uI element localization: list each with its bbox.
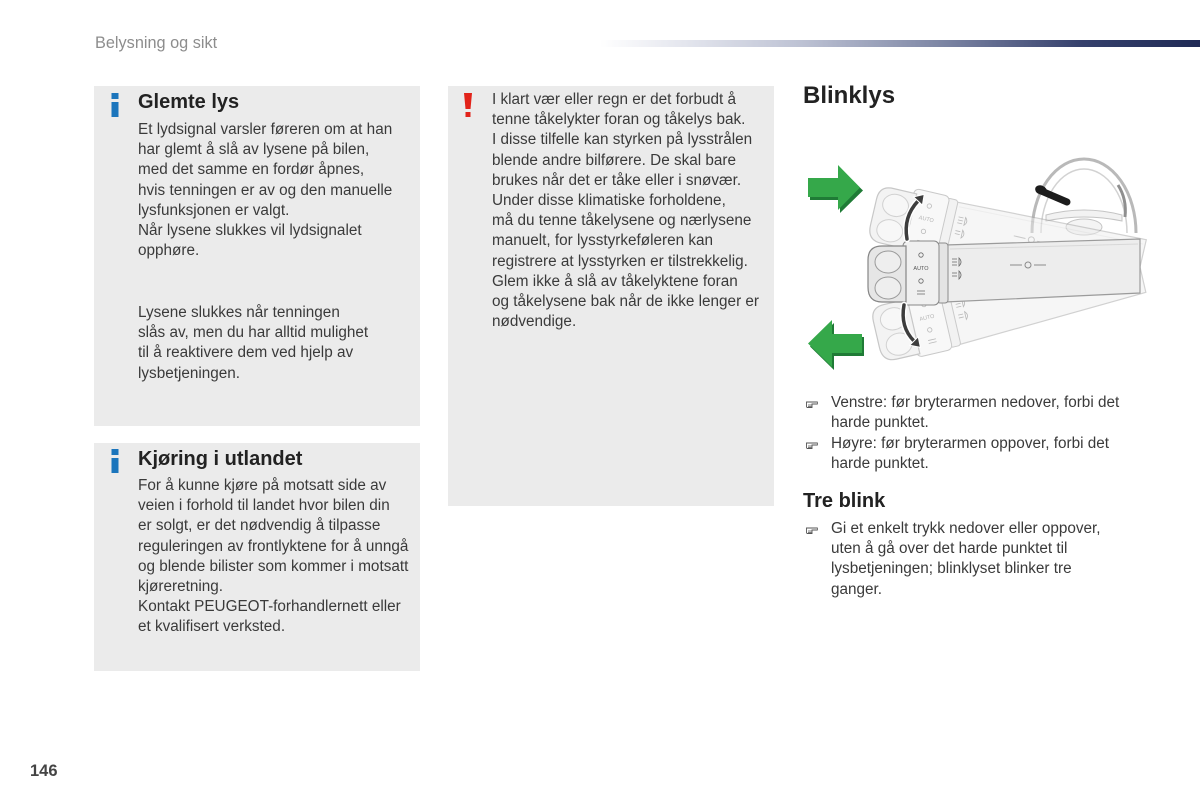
header-gradient-bar (600, 40, 1200, 47)
pointing-hand-icon (806, 440, 818, 449)
arrow-left-icon (808, 320, 864, 370)
warning-text: I klart vær eller regn er det forbudt å tenne tåkelykter foran og tåkelys bak. I disse tilfelle kan styrken på lysstrålen blende andre bilførere. De skal bare brukes når det er tåke eller i snøvær. Under disse klimatiske forholdene, må du tenne tåkelysene og nærlysene manuelt, for lysstyrkeføleren kan registrere at lysstyrken er tilstrekkelig. Glem ikke å slå av tåkelyktene foran og tåkelysene bak når de ikke lenger er nødvendige. (492, 91, 760, 331)
pointing-hand-icon (806, 399, 818, 408)
note-paragraph: For å kunne kjøre på motsatt side av veien i forhold til landet hvor bilen din er solgt, er det nødvendig å tilpasse reguleringen av frontlyktene for å unngå og blende bilister som kommer i motsatt kjøreretning. Kontakt PEUGEOT-forhandlernett eller et kvalifisert verksted. (138, 477, 409, 636)
note-box-forgotten-lights (94, 86, 420, 426)
note-box-driving-abroad (94, 443, 420, 671)
list-item-right-indicator (831, 434, 1109, 474)
stalk-label-auto: AUTO (913, 266, 929, 272)
section-heading-indicators: Blinklys (803, 82, 896, 109)
note-title: Glemte lys (138, 91, 240, 113)
list-item-text: Høyre: før bryterarmen oppover, forbi det harde punktet. (831, 435, 1109, 473)
section-title: Belysning og sikt (95, 34, 218, 52)
lighting-stalk-icon (868, 239, 1140, 305)
list-item-text: Gi et enkelt trykk nedover eller oppover, uten å gå over det harde punktet til lysbetjeningen; blinklyset blinker tre ganger. (831, 520, 1101, 598)
turn-signal-illustration (800, 155, 1150, 380)
note-paragraph: Lysene slukkes når tenningen slås av, men du har alltid mulighet til å reaktivere dem ved hjelp av lysbetjeningen. (138, 304, 369, 382)
info-icon (110, 93, 120, 117)
list-item-three-flashes (831, 519, 1101, 600)
pointing-hand-icon (806, 525, 818, 534)
exclamation-icon (463, 93, 473, 117)
note-title: Kjøring i utlandet (138, 448, 303, 470)
arrow-right-icon (808, 165, 863, 213)
subheading-three-flashes: Tre blink (803, 490, 886, 512)
warning-box-fog-lights (448, 86, 774, 506)
list-item-text: Venstre: før bryterarmen nedover, forbi det harde punktet. (831, 394, 1120, 432)
list-item-left-indicator (831, 393, 1119, 433)
note-paragraph: Et lydsignal varsler føreren om at han har glemt å slå av lysene på bilen, med det samme en fordør åpnes, hvis tenningen er av og den manuelle lysfunksjonen er valgt. Når lysene slukkes vil lydsignalet opphøre. (138, 121, 393, 260)
page-number: 146 (30, 762, 58, 780)
stalk-ring (903, 241, 939, 305)
info-icon (110, 449, 120, 473)
